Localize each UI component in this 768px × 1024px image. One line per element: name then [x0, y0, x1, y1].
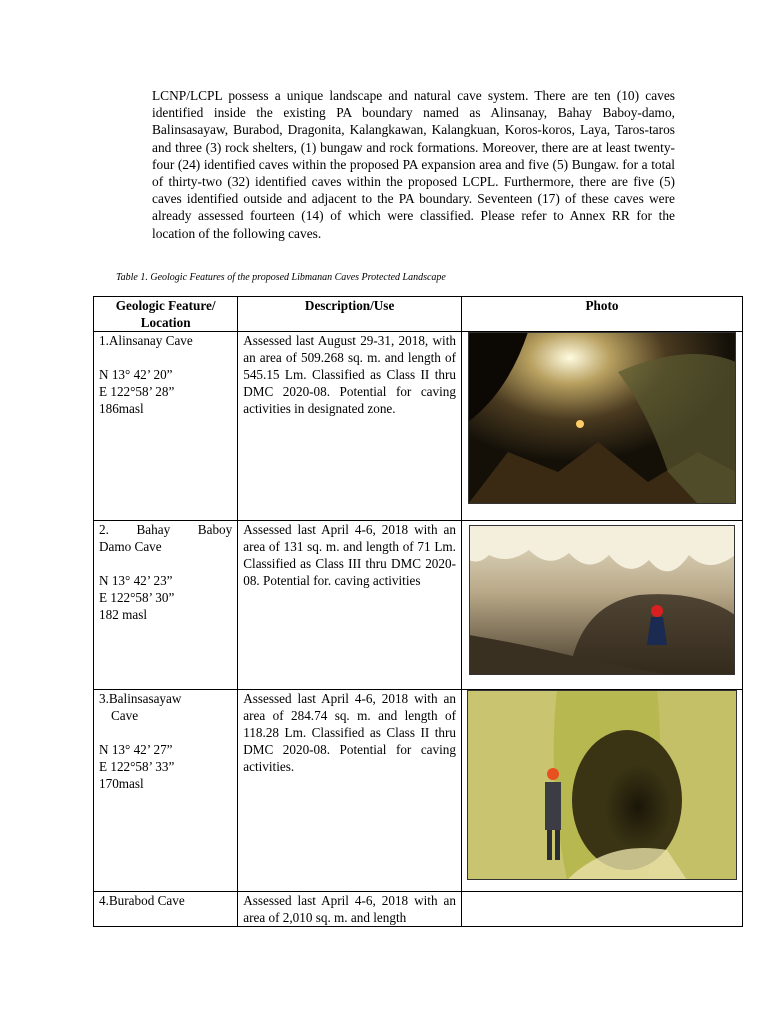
- table-caption: Table 1. Geologic Features of the proposed Libmanan Caves Protected Landscape: [116, 272, 446, 283]
- latitude: N 13° 42’ 23”: [99, 573, 173, 588]
- balinsasayaw-cave-photo: [467, 690, 737, 880]
- table-row-bahay-baboy: [94, 521, 743, 690]
- header-photo: Photo: [461, 297, 742, 332]
- elevation: 182 masl: [99, 607, 147, 622]
- location-cell: [94, 332, 238, 521]
- location-cell: [94, 690, 238, 892]
- description-cell: Assessed last April 4-6, 2018 with an area of 284.74 sq. m. and length of 118.28 Lm. Classified as Class II thru DMC 2020-08. Potential for caving activities.: [238, 690, 462, 892]
- alinsanay-cave-photo: [468, 332, 736, 504]
- longitude: E 122°58’ 28”: [99, 384, 175, 399]
- cave-name-line1: 2. Bahay Baboy: [99, 522, 233, 537]
- photo-cell: [461, 892, 742, 927]
- cave-name: 1.Alinsanay Cave: [99, 333, 193, 348]
- photo-cell: [461, 521, 742, 690]
- location-cell: [94, 892, 238, 927]
- description-cell: Assessed last August 29-31, 2018, with an area of 509.268 sq. m. and length of 545.15 Lm. Classified as Class II thru DMC 2020-08. Potential for caving activities in designated zone.: [238, 332, 462, 521]
- longitude: E 122°58’ 33”: [99, 759, 175, 774]
- photo-cell: [461, 690, 742, 892]
- bahay-baboy-cave-photo: [469, 525, 735, 675]
- table-row-balinsasayaw: [94, 690, 743, 892]
- description-cell: Assessed last April 4-6, 2018 with an area of 2,010 sq. m. and length: [238, 892, 462, 927]
- table-row-burabod: [94, 892, 743, 927]
- header-description: Description/Use: [238, 297, 462, 332]
- table-header-row: [94, 297, 743, 332]
- photo-cell: [461, 332, 742, 521]
- cave-name-line1: 3.Balinsasayaw: [99, 691, 182, 706]
- header-geologic-feature: Geologic Feature/ Location: [94, 297, 238, 332]
- description-cell: Assessed last April 4-6, 2018 with an area of 131 sq. m. and length of 71 Lm. Classified as Class III thru DMC 2020-08. Potential for. caving activities: [238, 521, 462, 690]
- cave-name-line2: Cave: [111, 708, 139, 723]
- elevation: 170masl: [99, 776, 144, 791]
- table-row-alinsanay: [94, 332, 743, 521]
- location-cell: [94, 521, 238, 690]
- latitude: N 13° 42’ 20”: [99, 367, 173, 382]
- cave-name-line2: Damo Cave: [99, 539, 162, 554]
- elevation: 186masl: [99, 401, 144, 416]
- cave-name: 4.Burabod Cave: [99, 893, 185, 908]
- latitude: N 13° 42’ 27”: [99, 742, 173, 757]
- intro-paragraph: LCNP/LCPL possess a unique landscape and natural cave system. There are ten (10) caves identified inside the existing PA boundary named as Alinsanay, Bahay Baboy-damo, Balinsasayaw, Burabod, Dragonita, Kalangkawan, Kalangkuan, Koros-koros, Laya, Taros-taros and three (3) rock shelters, (1) bungaw and rock formations. Moreover, there are at least twenty-four (24) identified caves within the proposed PA expansion area and five (5) Bungaw. for a total of thirty-two (32) identified caves within the proposed LCPL. Furthermore, there are five (5) caves identified outside and adjacent to the PA boundary. Seventeen (17) of these caves were already assessed fourteen (14) of which were classified. Please refer to Annex RR for the location of the following caves.: [152, 88, 675, 241]
- geologic-features-table: [93, 296, 743, 927]
- longitude: E 122°58’ 30”: [99, 590, 175, 605]
